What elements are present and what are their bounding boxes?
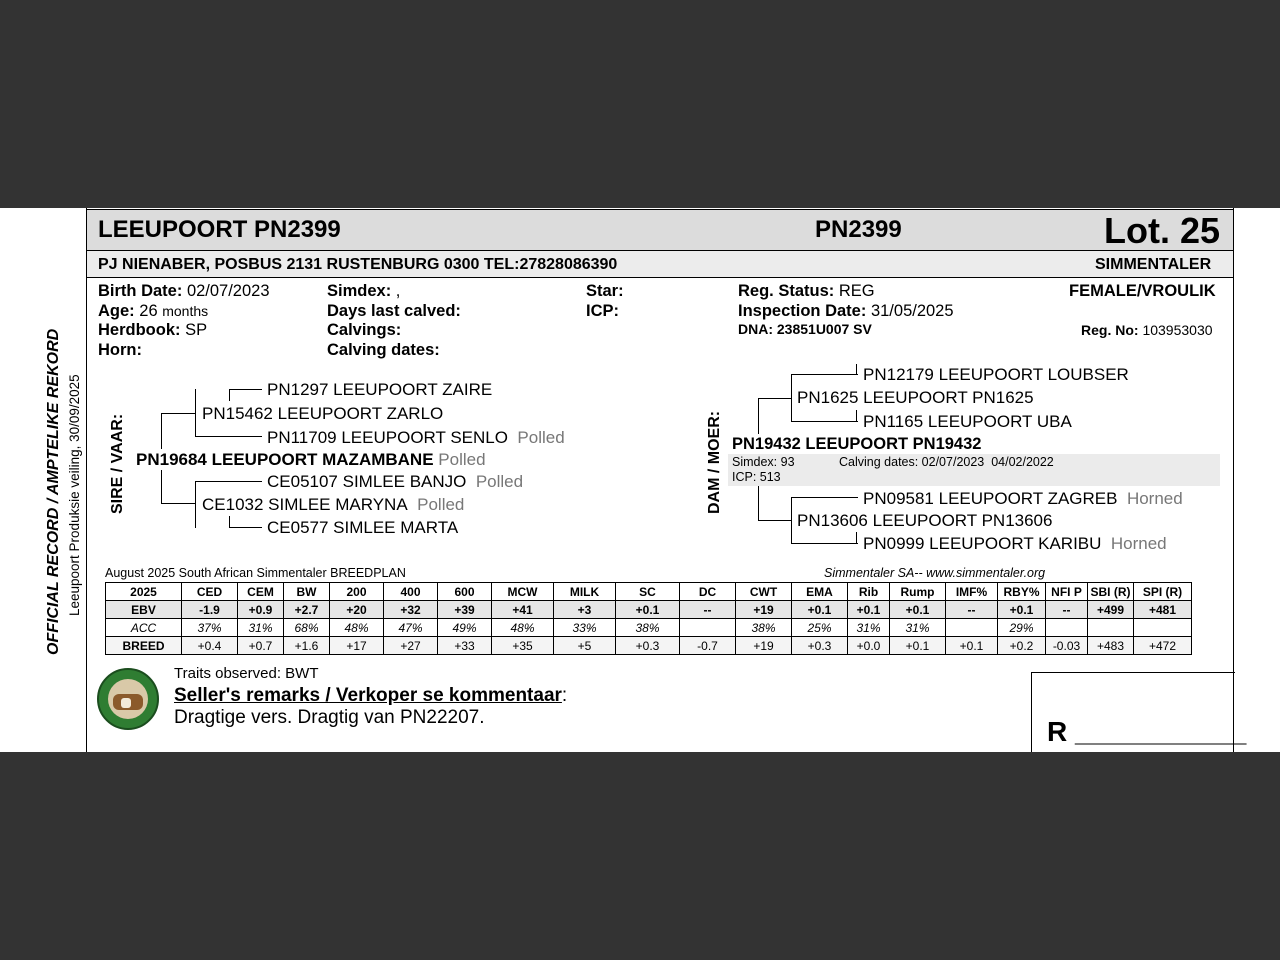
table-cell: 400 <box>384 583 438 601</box>
dam-dam-sire: PN09581 LEEUPOORT ZAGREB Horned <box>863 489 1183 508</box>
sire-sire: PN15462 LEEUPOORT ZARLO <box>202 404 444 423</box>
table-cell: -- <box>946 601 998 619</box>
table-row <box>106 583 1192 601</box>
table-cell: +0.1 <box>890 637 946 655</box>
line <box>856 532 857 544</box>
herdbook: Herdbook: SP <box>98 321 208 339</box>
table-cell: SC <box>616 583 680 601</box>
simmentaler-logo-icon <box>97 668 159 730</box>
line <box>856 410 857 422</box>
table-cell: BREED <box>106 637 182 655</box>
table-cell: 2025 <box>106 583 182 601</box>
table-cell: +1.6 <box>284 637 330 655</box>
table-cell <box>1088 619 1134 637</box>
table-row <box>106 601 1192 619</box>
table-cell: +19 <box>736 601 792 619</box>
table-cell: +20 <box>330 601 384 619</box>
table-cell <box>680 619 736 637</box>
table-cell: +0.3 <box>616 637 680 655</box>
table-cell: +27 <box>384 637 438 655</box>
line <box>161 413 196 414</box>
table-cell: 37% <box>182 619 238 637</box>
sire-dam-sire: CE05107 SIMLEE BANJO Polled <box>267 472 524 491</box>
table-cell: DC <box>680 583 736 601</box>
table-cell: CED <box>182 583 238 601</box>
table-cell: CEM <box>238 583 284 601</box>
table-cell: ACC <box>106 619 182 637</box>
table-cell: IMF% <box>946 583 998 601</box>
dam-dam: PN13606 LEEUPOORT PN13606 <box>797 511 1053 530</box>
table-cell: +2.7 <box>284 601 330 619</box>
price-field[interactable]: R ___________ <box>1047 716 1247 747</box>
dam-label: DAM / MOER: <box>706 410 723 514</box>
line <box>758 398 759 434</box>
dam-sire: PN1625 LEEUPOORT PN1625 <box>797 388 1034 407</box>
age: Age: 26 months <box>98 302 209 320</box>
breed-name: SIMMENTALER <box>1095 256 1212 273</box>
icp-label: ICP: <box>586 302 619 320</box>
table-cell: +483 <box>1088 637 1134 655</box>
table-cell: +0.7 <box>238 637 284 655</box>
table-cell: +35 <box>492 637 554 655</box>
dam-simdex: Simdex: 93 <box>732 455 795 469</box>
table-cell: +0.1 <box>998 601 1046 619</box>
table-cell: -0.03 <box>1046 637 1088 655</box>
dam-calving-dates: Calving dates: 02/07/2023 04/02/2022 <box>839 455 1054 469</box>
breedplan-source: Simmentaler SA-- www.simmentaler.org <box>824 566 1046 580</box>
line <box>161 470 162 504</box>
table-cell: 29% <box>998 619 1046 637</box>
table-cell: Rib <box>848 583 890 601</box>
table-cell: 33% <box>554 619 616 637</box>
dam-sire-sire: PN12179 LEEUPOORT LOUBSER <box>863 365 1129 384</box>
remarks-text: Dragtige vers. Dragtig van PN22207. <box>174 707 485 728</box>
reg-number: Reg. No: 103953030 <box>1081 322 1213 338</box>
remarks-heading: Seller's remarks / Verkoper se kommentaar: <box>174 685 568 706</box>
line <box>195 481 262 482</box>
table-cell: 49% <box>438 619 492 637</box>
table-cell: +0.1 <box>890 601 946 619</box>
sex-label: FEMALE/VROULIK <box>1069 282 1216 300</box>
table-cell <box>946 619 998 637</box>
sire-label: SIRE / VAAR: <box>109 413 126 514</box>
table-cell: +3 <box>554 601 616 619</box>
days-last-calved: Days last calved: <box>327 302 461 320</box>
table-cell: 38% <box>616 619 680 637</box>
table-cell: MILK <box>554 583 616 601</box>
table-cell: 200 <box>330 583 384 601</box>
table-cell: SPI (R) <box>1134 583 1192 601</box>
table-cell: +0.2 <box>998 637 1046 655</box>
table-cell: 31% <box>238 619 284 637</box>
line <box>791 497 858 498</box>
sire-dam-dam: CE0577 SIMLEE MARTA <box>267 518 459 537</box>
line <box>229 527 262 528</box>
sale-name-label: Leeupoort Produksie veiling, 30/09/2025 <box>67 374 82 616</box>
line <box>229 389 230 401</box>
official-record-label: OFFICIAL RECORD / AMPTELIKE REKORD <box>45 328 62 655</box>
table-cell: +5 <box>554 637 616 655</box>
table-cell: +0.9 <box>238 601 284 619</box>
calving-dates: Calving dates: <box>327 341 440 359</box>
table-cell: +0.4 <box>182 637 238 655</box>
line <box>758 520 792 521</box>
table-cell: +33 <box>438 637 492 655</box>
table-cell: +0.3 <box>792 637 848 655</box>
table-cell: +41 <box>492 601 554 619</box>
table-cell: NFI P <box>1046 583 1088 601</box>
table-cell: 600 <box>438 583 492 601</box>
line <box>856 364 857 375</box>
table-cell: +19 <box>736 637 792 655</box>
table-cell <box>1046 619 1088 637</box>
inspection-date: Inspection Date: 31/05/2025 <box>738 302 954 320</box>
table-cell: Rump <box>890 583 946 601</box>
table-cell: +0.1 <box>946 637 998 655</box>
table-cell: 31% <box>848 619 890 637</box>
line <box>758 486 759 521</box>
table-cell: -- <box>680 601 736 619</box>
table-cell: 68% <box>284 619 330 637</box>
animal-code: PN2399 <box>815 216 902 243</box>
table-cell: +0.1 <box>848 601 890 619</box>
horn-label: Horn: <box>98 341 142 359</box>
line <box>161 413 162 449</box>
table-cell: +17 <box>330 637 384 655</box>
simdex: Simdex: , <box>327 282 401 300</box>
sire-name: PN19684 LEEUPOORT MAZAMBANE Polled <box>136 450 486 469</box>
reg-status: Reg. Status: REG <box>738 282 875 300</box>
line <box>161 503 196 504</box>
table-cell <box>1134 619 1192 637</box>
line <box>758 398 792 399</box>
table-cell: +32 <box>384 601 438 619</box>
dam-icp: ICP: 513 <box>732 470 781 484</box>
traits-observed: Traits observed: BWT <box>174 665 319 682</box>
table-cell: -- <box>1046 601 1088 619</box>
table-cell: 38% <box>736 619 792 637</box>
animal-name: LEEUPOORT PN2399 <box>98 216 341 243</box>
table-cell: +499 <box>1088 601 1134 619</box>
table-cell: +39 <box>438 601 492 619</box>
breedplan-title: August 2025 South African Simmentaler BREEDPLAN <box>105 566 406 580</box>
table-row <box>106 619 1192 637</box>
dam-dam-dam: PN0999 LEEUPOORT KARIBU Horned <box>863 534 1167 553</box>
line <box>229 389 262 390</box>
table-cell: EBV <box>106 601 182 619</box>
breeder-info: PJ NIENABER, POSBUS 2131 RUSTENBURG 0300 TEL:27828086390 <box>98 256 618 273</box>
lot-number: Lot. 25 <box>1104 210 1221 251</box>
dna-info: DNA: 23851U007 SV <box>738 321 872 337</box>
sire-sire-dam: PN11709 LEEUPOORT SENLO Polled <box>267 428 565 447</box>
table-cell: +481 <box>1134 601 1192 619</box>
line <box>791 421 858 422</box>
table-cell: CWT <box>736 583 792 601</box>
table-cell: MCW <box>492 583 554 601</box>
sire-sire-sire: PN1297 LEEUPOORT ZAIRE <box>267 380 493 399</box>
table-cell: -1.9 <box>182 601 238 619</box>
breedplan-table <box>105 582 1192 655</box>
table-row <box>106 637 1192 655</box>
table-cell: EMA <box>792 583 848 601</box>
table-cell: RBY% <box>998 583 1046 601</box>
line <box>791 497 792 544</box>
table-cell: +0.1 <box>616 601 680 619</box>
table-cell: 48% <box>492 619 554 637</box>
line <box>195 436 262 437</box>
table-cell: 48% <box>330 619 384 637</box>
line <box>791 543 858 544</box>
table-cell: +0.1 <box>792 601 848 619</box>
table-cell: 47% <box>384 619 438 637</box>
line <box>791 374 858 375</box>
table-cell: +0.0 <box>848 637 890 655</box>
birth-date: Birth Date: 02/07/2023 <box>98 282 270 300</box>
dam-sire-dam: PN1165 LEEUPOORT UBA <box>863 412 1072 431</box>
star-label: Star: <box>586 282 624 300</box>
dam-name: PN19432 LEEUPOORT PN19432 <box>732 435 982 453</box>
table-cell: -0.7 <box>680 637 736 655</box>
table-cell: 31% <box>890 619 946 637</box>
sire-dam: CE1032 SIMLEE MARYNA Polled <box>202 495 465 514</box>
table-cell: BW <box>284 583 330 601</box>
table-cell: +472 <box>1134 637 1192 655</box>
calvings: Calvings: <box>327 321 402 339</box>
table-cell: SBI (R) <box>1088 583 1134 601</box>
table-cell: 25% <box>792 619 848 637</box>
line <box>195 481 196 528</box>
